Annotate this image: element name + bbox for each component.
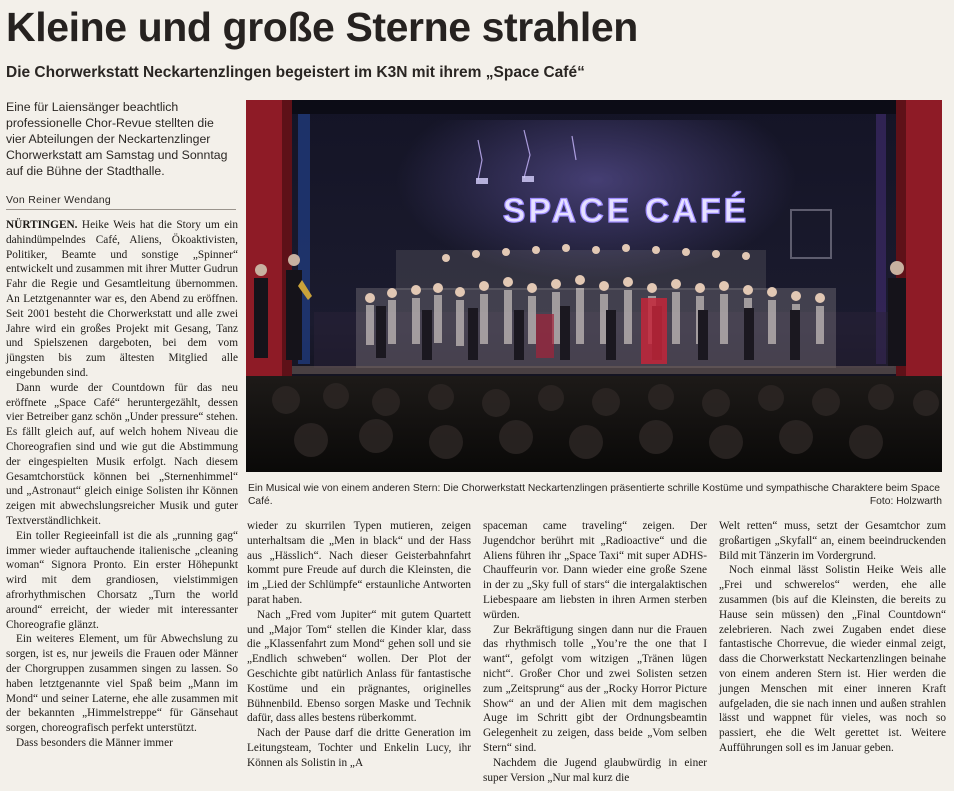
- article-paragraph: Welt retten“ muss, setzt der Gesamtchor zum großartigen „Skyfall“ an, einem beeindruckenden Bild mit Tänzerin im Vordergrund.: [719, 520, 946, 562]
- photo-credit: Foto: Holzwarth: [869, 496, 942, 507]
- article-column-3: [483, 519, 707, 785]
- article-column-2: [247, 519, 471, 771]
- article-paragraph: Noch einmal lässt Solistin Heike Weis alle „Frei und schwerelos“ werden, ehe alle zusammen (bis auf die Kleinsten, die bereits zu Hause sein müssen) den „Final Countdown“ zelebrieren. Nach zwei Zugaben endet diese fantastische Chorrevue, die wieder einmal zeigt, dass die Chorwerkstatt Neckartenzlingen beinahe von einem anderen Stern ist. Hier werden die jungen Menschen mit einer inneren Kraft aufgeladen, die sie nach innen und außen strahlen lässt und wappnet für vieles, was noch so passiert, ehe die Welt gerettet ist. Weitere Aufführungen soll es im Januar geben.: [719, 564, 946, 754]
- byline: Von Reiner Wendang: [6, 194, 236, 210]
- article-paragraph: wieder zu skurrilen Typen mutieren, zeigen unterhaltsam die „Men in black“ und der Hass aus „Hässlich“. Nach dieser Geisterbahnfahrt kommt pure Freude auf durch die Kleinsten, die im „Lied der Schlümpfe“ erstaunliche Antworten parat haben.: [247, 520, 471, 606]
- dateline: NÜRTINGEN.: [6, 219, 78, 231]
- article-paragraph: spaceman came traveling“ zeigen. Der Jugendchor berührt mit „Radioactive“ und die Aliens führen ihr „Space Taxi“ mit super ADHS-Chauffeurin vor. Dann wieder eine große Szene in der zu „Sky full of stars“ die intergalaktischen Liebespaare am liebsten in ihren Armen sterben würden.: [483, 520, 707, 621]
- headline: Kleine und große Sterne strahlen: [6, 4, 638, 50]
- audience: [246, 376, 942, 472]
- subheadline: Die Chorwerkstatt Neckartenzlingen begeistert im K3N mit ihrem „Space Café“: [6, 64, 585, 81]
- article-column-1: [6, 218, 238, 751]
- article-paragraph: Dass besonders die Männer immer: [16, 736, 173, 749]
- photo-caption: [248, 482, 942, 508]
- article-paragraph: Dann wurde der Countdown für das neu eröffnete „Space Café“ heruntergezählt, dessen vier Betreiber ganz schön „Under pressure“ stehen. Es fällt gleich auf, auf welch hohem Niveau die Choreografien sind und wie gut die Abstimmung der eingespielten Musik erfolgt. Nach diesem Gesamtchorstück können bei „Sternenhimmel“ und „Astronaut“ gleich einige Solisten ihr Können zeigen mit abwechslungsreicher Musik und guter Textverständlichkeit.: [6, 381, 238, 527]
- caption-text: Ein Musical wie von einem anderen Stern: Die Chorwerkstatt Neckartenzlingen präsentierte schrille Kostüme und sympathische Charaktere beim Space Café.: [248, 483, 940, 507]
- article-paragraph: Nach „Fred vom Jupiter“ mit gutem Quartett und „Major Tom“ stellen die Kinder klar, dass die „Klassenfahrt zum Mond“ gehen soll und sie „Endlich schweben“ wollen. Der Plot der Geschichte gibt natürlich Anlass für fantastische Kostüme und ein prägnantes, originelles Bühnenbild. Ebenso sorgen Maske und Technik dafür, dass alles bestens rüberkommt.: [247, 608, 471, 725]
- performer-red-costume: [641, 298, 667, 364]
- article-paragraph: Ein toller Regieeinfall ist die als „running gag“ immer wieder auftauchende italienische „cleaning woman“ Signora Pronto. Ein erster Höhepunkt wird mit dem grandiosen, vielstimmigen afrorhythmischen Chorsatz „Turn the world around“ erreicht, der wieder mit interessanter Choreografie glänzt.: [6, 529, 238, 631]
- choir-group: [356, 244, 836, 368]
- article-paragraph: Zur Bekräftigung singen dann nur die Frauen das rhythmisch tolle „You’re the one that I want“, gefolgt vom witzigen „Tränen lügen nicht“. Großer Chor und zwei Solisten setzen zum „Zeitsprung“ aus der „Rocky Horror Picture Show“ an und der Alien mit dem magischen Auge im Schritt gibt der Ordnungsbeamtin Gelegenheit zu zeigen, dass beide „Vom selben Stern“ sind.: [483, 623, 707, 754]
- article-paragraph: Nach der Pause darf die dritte Generation im Leitungsteam, Tochter und Enkelin Lucy, ihr Können als Solistin in „A: [247, 727, 471, 769]
- neon-sign: SPACE CAFÉ: [502, 192, 750, 230]
- article-column-4: [719, 519, 946, 756]
- stage-photo: [246, 100, 942, 472]
- stage-photo-illustration: [246, 100, 942, 472]
- intro-paragraph: Eine für Laiensänger beachtlich professionelle Chor-Revue stellten die vier Abteilungen der Neckartenzlinger Chorwerkstatt am Samstag und Sonntag auf die Bühne der Stadthalle.: [6, 100, 228, 178]
- article-paragraph: NÜRTINGEN. Heike Weis hat die Story um ein dahindümpelndes Café, Aliens, Ökoaktivisten, Politiker, Beamte und sonstige „Spinner“ entwickelt und zusammen mit ihrer Mutter Gudrun Fahr die Regie und Gesamtleitung übernommen. An Letztgenannter war es, den Abend zu eröffnen. Seit 2001 besteht die Chorwerkstatt und alle zwei Jahre wird ein großes Projekt mit Gesang, Tanz und Spielszenen dargeboten, bei dem vom jüngsten bis zum ältesten Mitglied alle eingebunden sind.: [6, 219, 238, 379]
- article-paragraph: Nachdem die Jugend glaubwürdig in einer super Version „Nur mal kurz die: [483, 756, 707, 784]
- article-paragraph: Ein weiteres Element, um für Abwechslung zu sorgen, ist es, nur jeweils die Frauen oder Männer der Chorgruppen zusammen singen zu lassen. So haben letztgenannte viel Spaß beim „Mann im Mond“ und seiner Laterne, ehe alle zusammen mit der bekannten „Himmelstreppe“ für Gänsehaut sorgen, choreografisch perfekt unterstützt.: [6, 633, 238, 735]
- stage-edge: [292, 366, 896, 374]
- curtain-right: [906, 100, 942, 385]
